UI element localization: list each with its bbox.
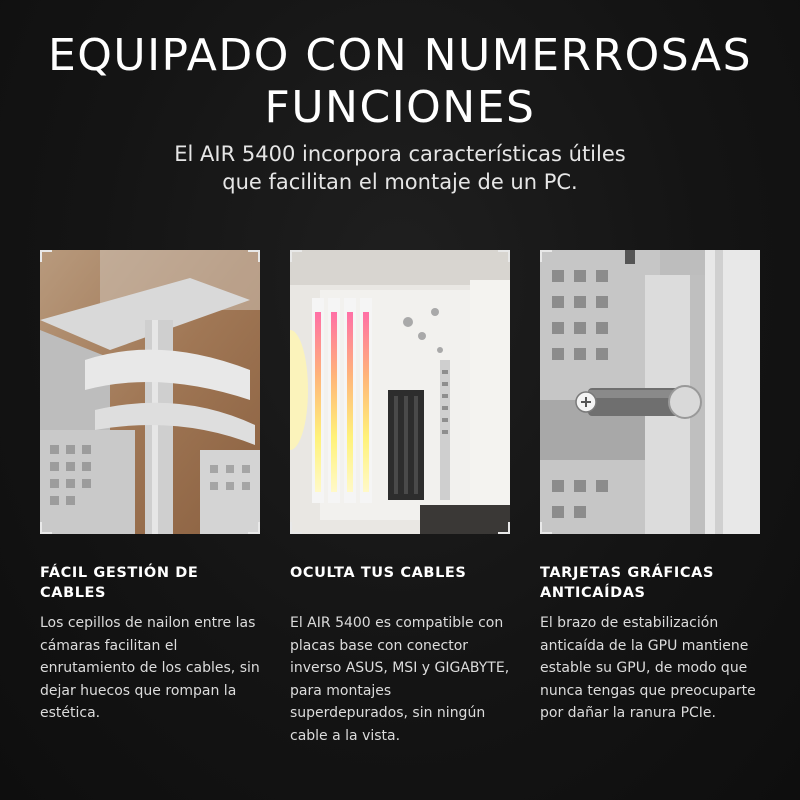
feature-text-gpu-bracket: El brazo de estabilización anticaída de la GPU mantiene estable su GPU, de modo que nunca tengas que preocuparte por dañar la ranura PCIe. [540, 615, 756, 721]
feature-heading-hidden-cables: OCULTA TUS CABLES [290, 565, 467, 581]
frame-corner-icon [290, 250, 302, 262]
frame-corner-icon [40, 250, 52, 262]
ram-motherboard-illustration [290, 250, 510, 534]
feature-image-cable-management [40, 250, 260, 534]
frame-corner-icon [540, 522, 552, 534]
subtitle-line-1: El AIR 5400 incorpora características útiles [174, 142, 626, 166]
frame-corner-icon [248, 250, 260, 262]
frame-corner-icon [540, 250, 552, 262]
frame-corner-icon [748, 522, 760, 534]
page-title [0, 30, 800, 134]
subtitle-line-2: que facilitan el montaje de un PC. [222, 170, 578, 194]
frame-corner-icon [248, 522, 260, 534]
feature-image-gpu-bracket [540, 250, 760, 534]
cable-brush-illustration [40, 250, 260, 534]
frame-corner-icon [290, 522, 302, 534]
page-subtitle [0, 140, 800, 196]
frame-corner-icon [40, 522, 52, 534]
feature-image-hidden-cables [290, 250, 510, 534]
frame-corner-icon [748, 250, 760, 262]
feature-text-hidden-cables: El AIR 5400 es compatible con placas base con conector inverso ASUS, MSI y GIGABYTE, para montajes superdepurados, sin ningún cable a la vista. [290, 615, 510, 744]
title-line-2: FUNCIONES [264, 82, 536, 133]
feature-heading-cable-management: FÁCIL GESTIÓN DE CABLES [40, 565, 199, 601]
frame-corner-icon [498, 250, 510, 262]
frame-corner-icon [498, 522, 510, 534]
feature-heading-gpu-bracket: TARJETAS GRÁFICAS ANTICAÍDAS [540, 565, 715, 601]
title-line-1: EQUIPADO CON NUMERROSAS [47, 30, 753, 81]
gpu-bracket-illustration [540, 250, 760, 534]
feature-text-cable-management: Los cepillos de nailon entre las cámaras facilitan el enrutamiento de los cables, sin dejar huecos que rompan la estética. [40, 615, 260, 721]
